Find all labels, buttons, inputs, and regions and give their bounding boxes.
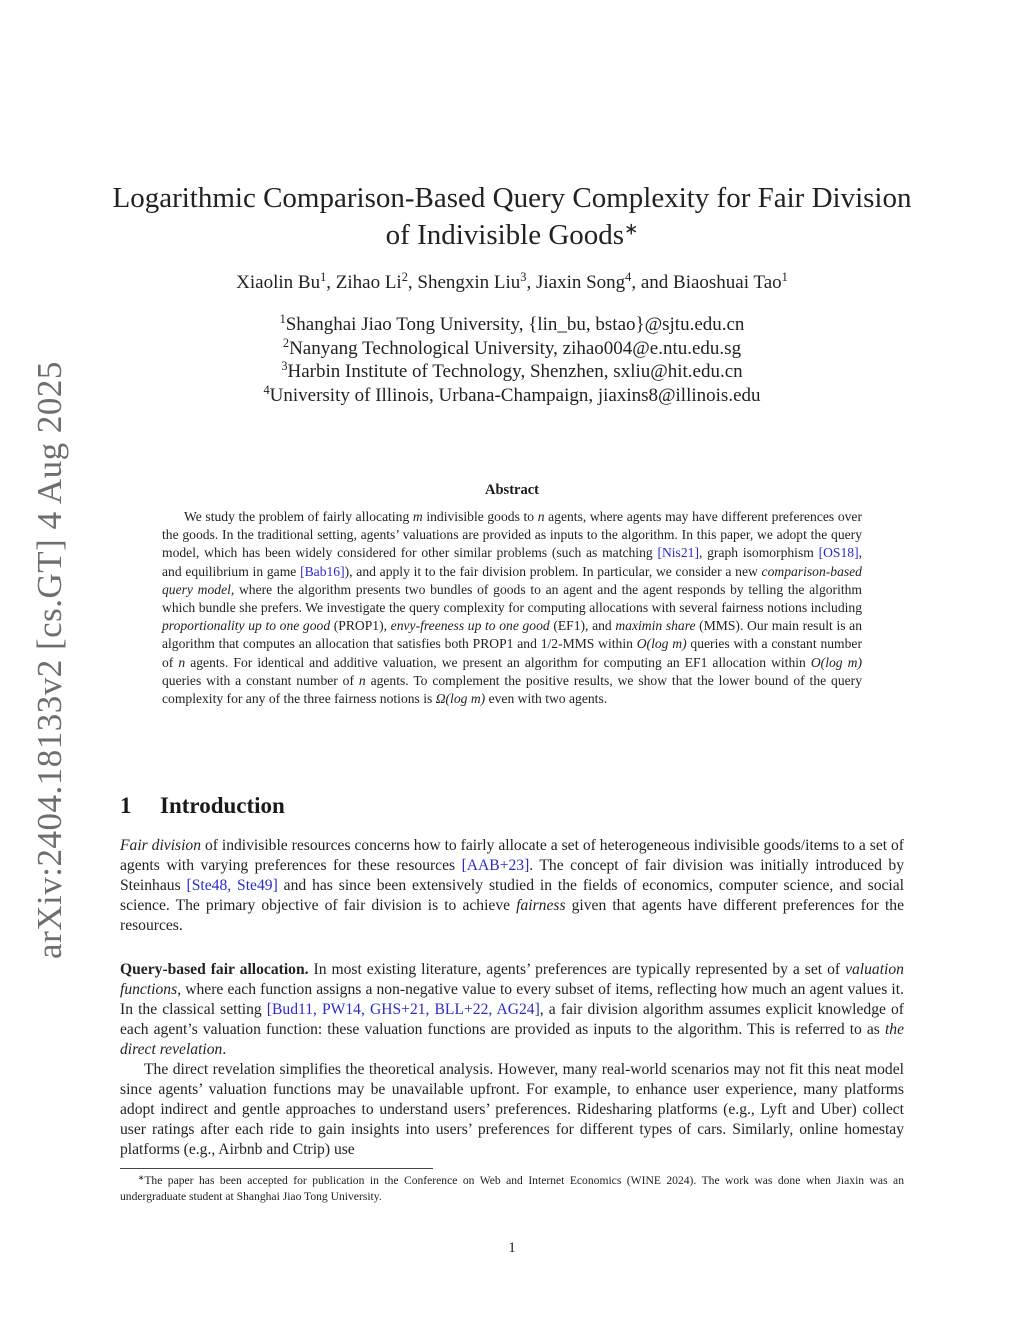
- affiliation-mark: 2: [282, 335, 290, 350]
- emphasis: fairness: [516, 897, 566, 915]
- author: [673, 272, 788, 293]
- body-text: In most existing literature, agents’ preferences are typically represented by a set of: [308, 961, 846, 978]
- affiliation-text: Harbin Institute of Technology, Shenzhen, sxliu@hit.edu.cn: [287, 361, 743, 382]
- body-text: , where each function assigns a non-negative value to every subset of items, reflecting how much an agent values it. In the classical setting: [120, 981, 904, 1019]
- emphasis: Fair division: [120, 837, 202, 854]
- author-affiliation-mark: 4: [625, 270, 632, 285]
- citation-link[interactable]: [Nis21]: [657, 545, 699, 561]
- citation-link[interactable]: [OS18]: [818, 545, 859, 561]
- abstract-text: queries with a constant number of: [162, 636, 862, 670]
- math-var: n: [537, 509, 545, 524]
- abstract-heading: Abstract: [485, 482, 539, 498]
- footnote-mark: ∗: [138, 1172, 145, 1182]
- citation-link[interactable]: [Bab16]: [300, 563, 345, 579]
- section-title-text: Introduction: [160, 793, 285, 818]
- title-line-2: [100, 217, 924, 254]
- direct-revelation-paragraph: The direct revelation simplifies the theoretical analysis. However, many real-world scenarios may not fit this neat model since agents’ valuation functions may be unavailable upfront. For example, to enhance user experience, many platforms adopt indirect and gentle approaches to understand users’ preferences. Ridesharing platforms (e.g., Lyft and Uber) collect user ratings after each ride to gain insights into users’ preferences for different types of cars. Similarly, online homestay platforms (e.g., Airbnb and Ctrip) use: [120, 1061, 904, 1159]
- section-heading: [120, 793, 285, 819]
- citation-link[interactable]: [AAB+23]: [461, 857, 530, 875]
- math-expression: Ω(log m): [435, 691, 486, 707]
- math-expression: O(log m): [810, 654, 862, 670]
- affiliation-list: [100, 313, 924, 407]
- author: [417, 272, 536, 293]
- body-text: and has since been extensively studied in the fields of economics, computer science, and social science. The primary objective of fair division is to achieve: [120, 877, 904, 915]
- query-paragraph: [120, 960, 904, 1060]
- abstract-text: , where the algorithm presents two bundles of goods to an agent and the agent responds by telling the algorithm which bundle she prefers. We investigate the query complexity for computing allocations with several fairness notions including: [162, 581, 863, 616]
- author-name: Zihao Li: [335, 272, 402, 293]
- author-affiliation-mark: 2: [401, 270, 408, 285]
- abstract-text: We study the problem of fairly allocating: [184, 509, 413, 524]
- abstract-text: agents. For identical and additive valuation, we present an algorithm for computing an EF1 allocation within: [185, 654, 811, 670]
- author-list: [100, 272, 924, 294]
- author-affiliation-mark: 1: [320, 270, 327, 285]
- math-var: n: [178, 654, 186, 670]
- emphasis: proportionality up to one good: [162, 618, 331, 634]
- arxiv-identifier: arXiv:2404.18133v2 [cs.GT] 4 Aug 2025: [30, 361, 69, 959]
- math-var: n: [358, 672, 366, 688]
- abstract-text: ), and apply it to the fair division problem. In particular, we consider a new: [344, 563, 762, 579]
- author: [336, 272, 418, 293]
- affiliation: [100, 360, 924, 384]
- abstract-text: (PROP1),: [330, 618, 391, 634]
- author-separator: ,: [326, 272, 336, 293]
- affiliation: [100, 337, 924, 361]
- emphasis: envy-freeness up to one good: [390, 618, 550, 634]
- affiliation-mark: 1: [279, 312, 286, 327]
- body-text: .: [222, 1041, 227, 1059]
- abstract-text: indivisible goods to: [422, 509, 538, 524]
- emphasis: the direct revelation: [120, 1021, 904, 1059]
- affiliation: [100, 384, 924, 408]
- emphasis: comparison-based query model: [162, 563, 862, 597]
- footnote-text: The paper has been accepted for publication in the Conference on Web and Internet Economics (WINE 2024). The work was done when Jiaxin was an undergraduate student at Shanghai Jiao Tong University.: [120, 1174, 904, 1203]
- paragraph-heading: Query-based fair allocation.: [120, 961, 309, 978]
- abstract-text: queries with a constant number of: [162, 672, 359, 688]
- body-text: of indivisible resources concerns how to fairly allocate a set of heterogeneous indivisible goods/items to a set of agents with varying preferences for these resources: [120, 837, 904, 875]
- math-fraction: 1/2: [540, 636, 559, 652]
- page-number: 1: [508, 1240, 516, 1256]
- affiliation-text: University of Illinois, Urbana-Champaign, jiaxins8@illinois.edu: [269, 384, 761, 406]
- affiliation: [100, 313, 924, 337]
- paper-title: [100, 180, 924, 254]
- abstract-text: (MMS). Our main result is an algorithm that computes an allocation that satisfies both PROP1 and: [162, 618, 862, 652]
- affiliation-mark: 4: [263, 382, 270, 397]
- math-expression: O(log m): [636, 636, 687, 652]
- author-name: Shengxin Liu: [417, 272, 521, 293]
- author: [536, 272, 673, 293]
- author-separator: ,: [526, 272, 536, 293]
- citation-link[interactable]: [Ste48, Ste49]: [186, 877, 278, 895]
- footnote-rule: [120, 1168, 433, 1169]
- citation-link[interactable]: [Bud11, PW14, GHS+21, BLL+22, AG24]: [266, 1001, 540, 1019]
- affiliation-text: Nanyang Technological University, zihao004@e.ntu.edu.sg: [289, 337, 742, 359]
- abstract-text: , and equilibrium in game: [162, 545, 863, 579]
- author-affiliation-mark: 3: [520, 270, 527, 285]
- title-line-1: Logarithmic Comparison-Based Query Complexity for Fair Division: [112, 182, 912, 214]
- intro-paragraph: [120, 836, 904, 936]
- emphasis: valuation functions: [120, 961, 904, 999]
- footnote: [120, 1173, 904, 1204]
- body-text: , a fair division algorithm assumes explicit knowledge of each agent’s valuation function: these valuation functions are provided as inputs to the algorithm. This is referred to as: [120, 1001, 904, 1039]
- abstract-text: -MMS within: [558, 636, 637, 652]
- title-footnote-mark[interactable]: ∗: [624, 219, 639, 239]
- author-affiliation-mark: 1: [781, 270, 788, 285]
- abstract-text: (EF1), and: [549, 618, 616, 634]
- body-text: given that agents have different preferences for the resources.: [120, 897, 904, 935]
- affiliation-mark: 3: [281, 359, 288, 374]
- affiliation-text: Shanghai Jiao Tong University, {lin_bu, bstao}@sjtu.edu.cn: [285, 314, 745, 335]
- author: [236, 272, 336, 293]
- math-var: m: [412, 509, 423, 524]
- abstract-text: , graph isomorphism: [698, 545, 819, 561]
- author-name: Xiaolin Bu: [236, 272, 321, 293]
- abstract-text: agents, where agents may have different preferences over the goods. In the traditional setting, agents’ valuations are provided as inputs to the algorithm. In this paper, we adopt the query model, which has been widely considered for other similar problems (such as matching: [162, 509, 862, 561]
- section-number: 1: [120, 793, 132, 818]
- abstract-text: agents. To complement the positive results, we show that the lower bound of the query complexity for any of the three fairness notions is: [162, 672, 862, 707]
- title-line-2-text: of Indivisible Goods: [385, 219, 625, 251]
- abstract-body: [162, 508, 862, 708]
- author-name: Jiaxin Song: [535, 272, 626, 293]
- author-separator: ,: [407, 272, 418, 293]
- body-text: . The concept of fair division was initially introduced by Steinhaus: [120, 857, 904, 895]
- author-separator: , and: [631, 272, 674, 293]
- emphasis: maximin share: [615, 618, 696, 634]
- abstract-text: even with two agents.: [485, 691, 608, 707]
- author-name: Biaoshuai Tao: [673, 272, 782, 293]
